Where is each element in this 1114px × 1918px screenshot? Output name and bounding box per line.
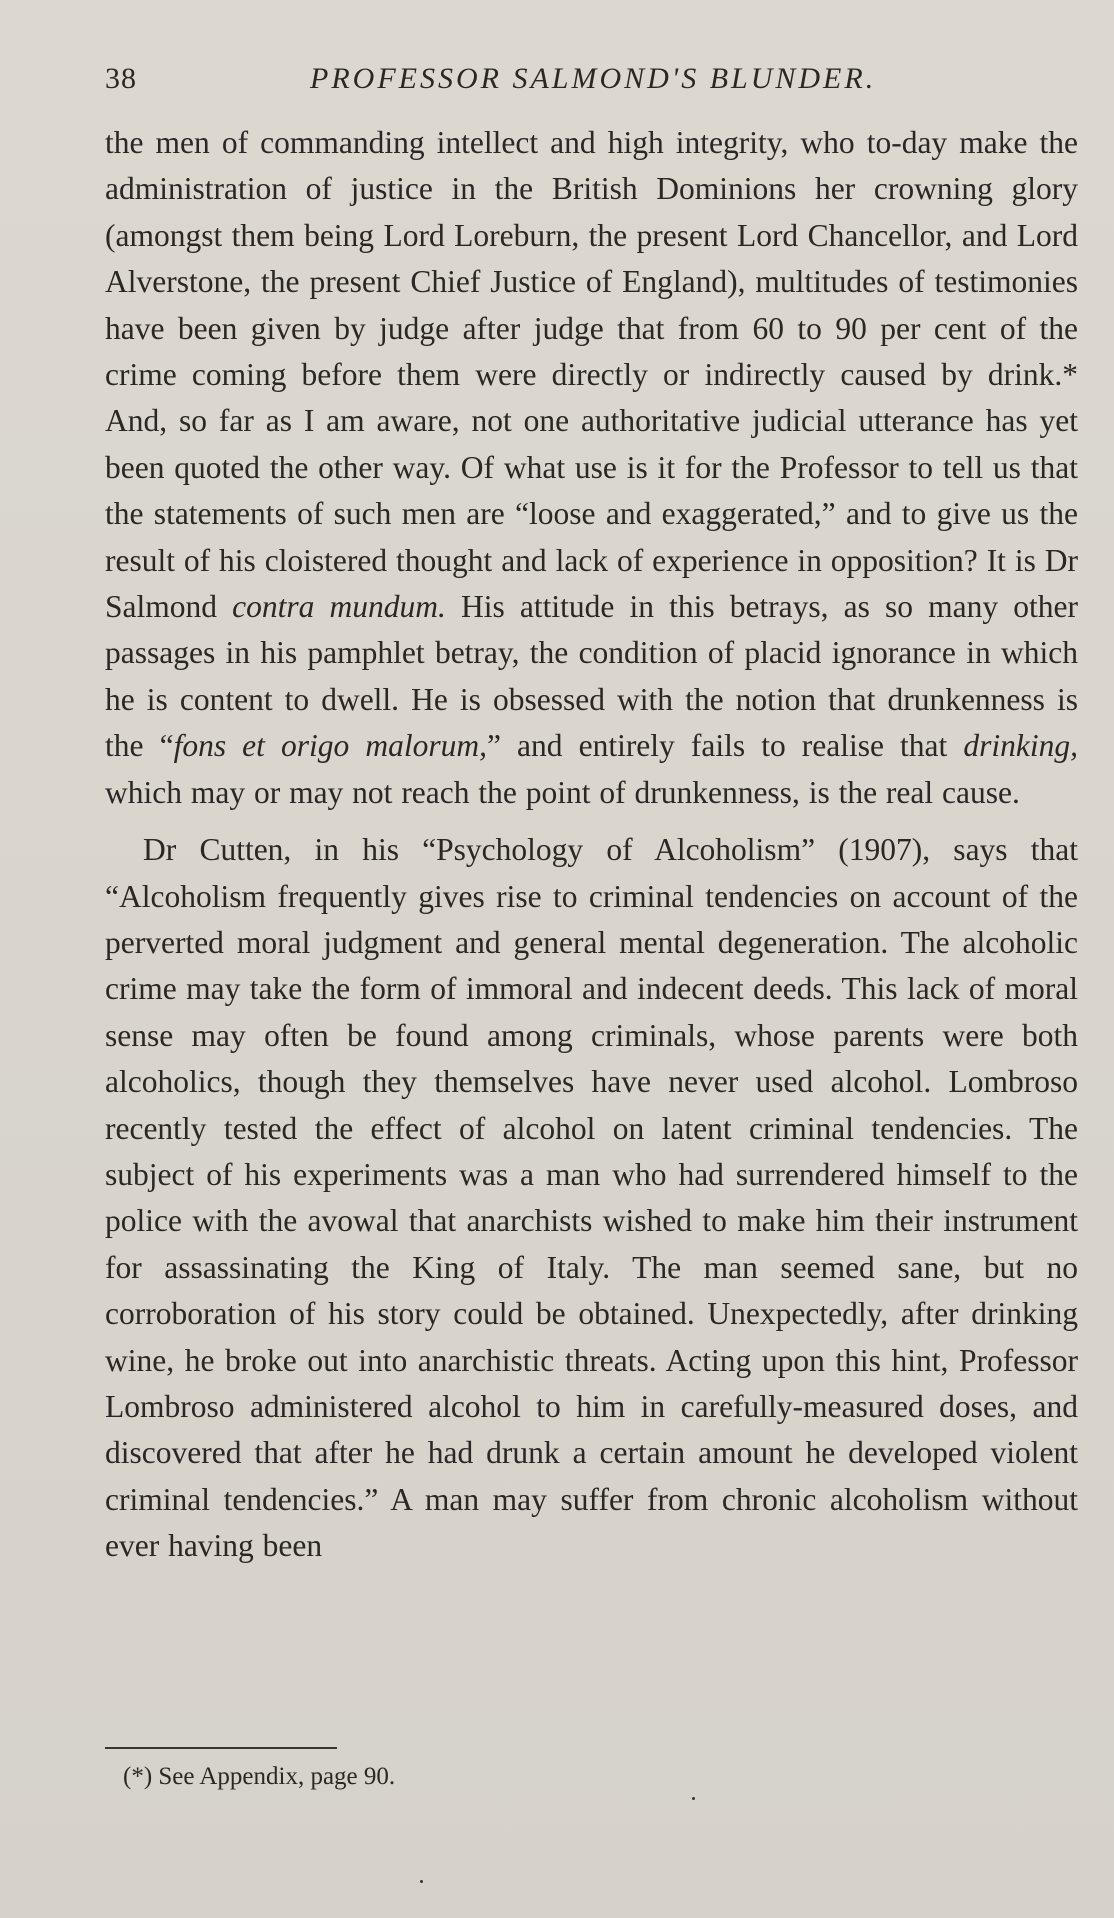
- footnote-rule: [105, 1747, 337, 1749]
- running-title: PROFESSOR SALMOND'S BLUNDER.: [310, 62, 877, 95]
- page-header: [105, 62, 1085, 108]
- emphasis-drinking: drinking,: [963, 728, 1078, 764]
- latin-phrase-contra-mundum: contra mundum.: [232, 589, 446, 625]
- paragraph-1-text-c: ” and entirely fails to realise that: [486, 728, 964, 764]
- page-number: 38: [105, 62, 137, 95]
- latin-phrase-fons-et-origo: fons et origo malorum,: [173, 728, 487, 764]
- paragraph-1-text-d: which may or may not reach the point of drunkenness, is the real cause.: [105, 774, 1020, 810]
- footnote: (*) See Appendix, page 90.: [123, 1763, 396, 1790]
- paragraph-1-text-b: His attitude in this betrays, as so many other passages in his pamphlet betray, the condition of placid ignorance in which he is content to dwell. He is obsessed with the notion that drunkenness is the “: [105, 589, 1078, 764]
- paragraph-2: Dr Cutten, in his “Psychology of Alcoholism” (1907), says that “Alcoholism frequently gives rise to criminal tendencies on account of the perverted moral judgment and general mental degeneration. The alcoholic crime may take the form of immoral and indecent deeds. This lack of moral sense may often be found among criminals, whose parents were both alcoholics, though they themselves have never used alcohol. Lombroso recently tested the effect of alcohol on latent criminal tendencies. The subject of his experiments was a man who had surrendered himself to the police with the avowal that anarchists wished to make him their instrument for assassinating the King of Italy. The man seemed sane, but no corroboration of his story could be obtained. Unexpectedly, after drinking wine, he broke out into anarchistic threats. Acting upon this hint, Professor Lombroso administered alcohol to him in carefully-measured doses, and discovered that after he had drunk a certain amount he developed violent criminal tendencies.” A man may suffer from chronic alcoholism without ever having been: [105, 832, 1078, 1564]
- paper-speck: [420, 1880, 423, 1883]
- body-text: [105, 120, 1078, 1570]
- paper-speck: [692, 1797, 695, 1800]
- paragraph-1: [105, 120, 1078, 816]
- paragraph-1-text-a: the men of commanding intellect and high integrity, who to-day make the administration of justice in the British Dominions her crowning glory (amongst them being Lord Loreburn, the present Lord Chancellor, and Lord Alverstone, the present Chief Justice of England), multitudes of testimonies have been given by judge after judge that from 60 to 90 per cent of the crime coming before them were directly or indirectly caused by drink.* And, so far as I am aware, not one authoritative judicial utterance has yet been quoted the other way. Of what use is it for the Professor to tell us that the statements of such men are “loose and exaggerated,” and to give us the result of his cloistered thought and lack of experience in opposition? It is Dr Salmond: [105, 125, 1078, 625]
